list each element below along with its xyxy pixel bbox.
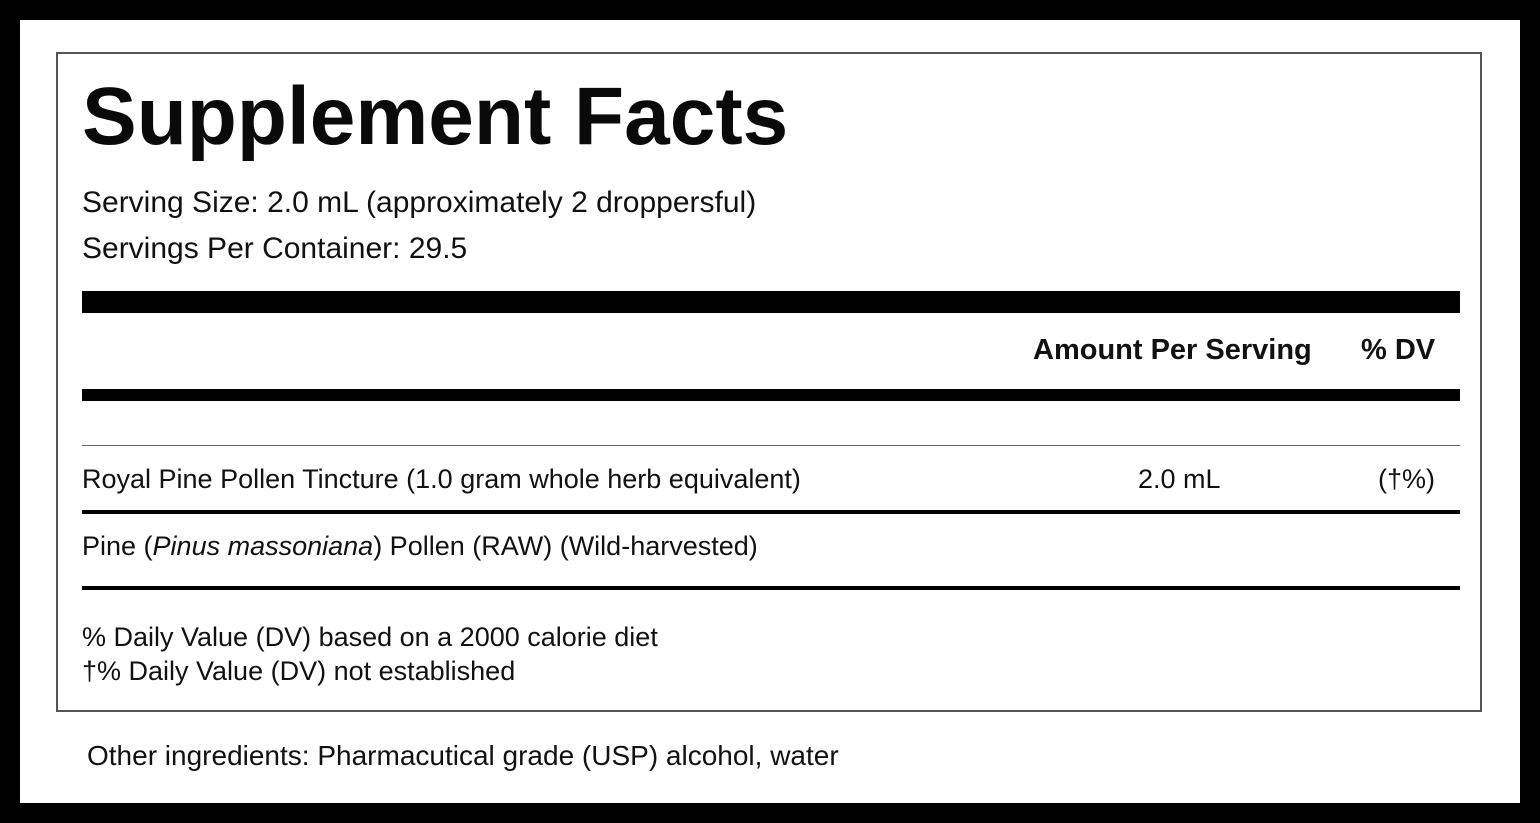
sub-ingredient-latin: Pinus massoniana [152,531,374,561]
thin-divider [82,445,1460,446]
sub-ingredient-prefix: Pine ( [82,531,153,561]
header-divider [82,389,1460,401]
servings-per-container: Servings Per Container: 29.5 [82,232,468,265]
footnote-dv-basis: % Daily Value (DV) based on a 2000 calorie diet [82,622,658,652]
ingredient-divider [82,510,1460,514]
supplement-facts-panel [56,52,1482,712]
serving-size: Serving Size: 2.0 mL (approximately 2 droppersful) [82,186,757,219]
ingredient-amount: 2.0 mL [1138,464,1221,494]
amount-per-serving-header: Amount Per Serving [1033,334,1312,366]
label-sheet [20,20,1520,803]
sub-ingredient [82,530,758,562]
footnote-divider [82,586,1460,590]
sub-ingredient-suffix: ) Pollen (RAW) (Wild-harvested) [373,531,758,561]
dv-header: % DV [1361,334,1436,366]
label-title: Supplement Facts [82,71,789,162]
footnote-dv-not-established: †% Daily Value (DV) not established [82,656,516,686]
ingredient-name: Royal Pine Pollen Tincture (1.0 gram whole herb equivalent) [82,464,801,494]
ingredient-dv: (†%) [1378,464,1436,494]
other-ingredients: Other ingredients: Pharmacutical grade (USP) alcohol, water [87,740,839,771]
thick-divider [82,291,1460,313]
